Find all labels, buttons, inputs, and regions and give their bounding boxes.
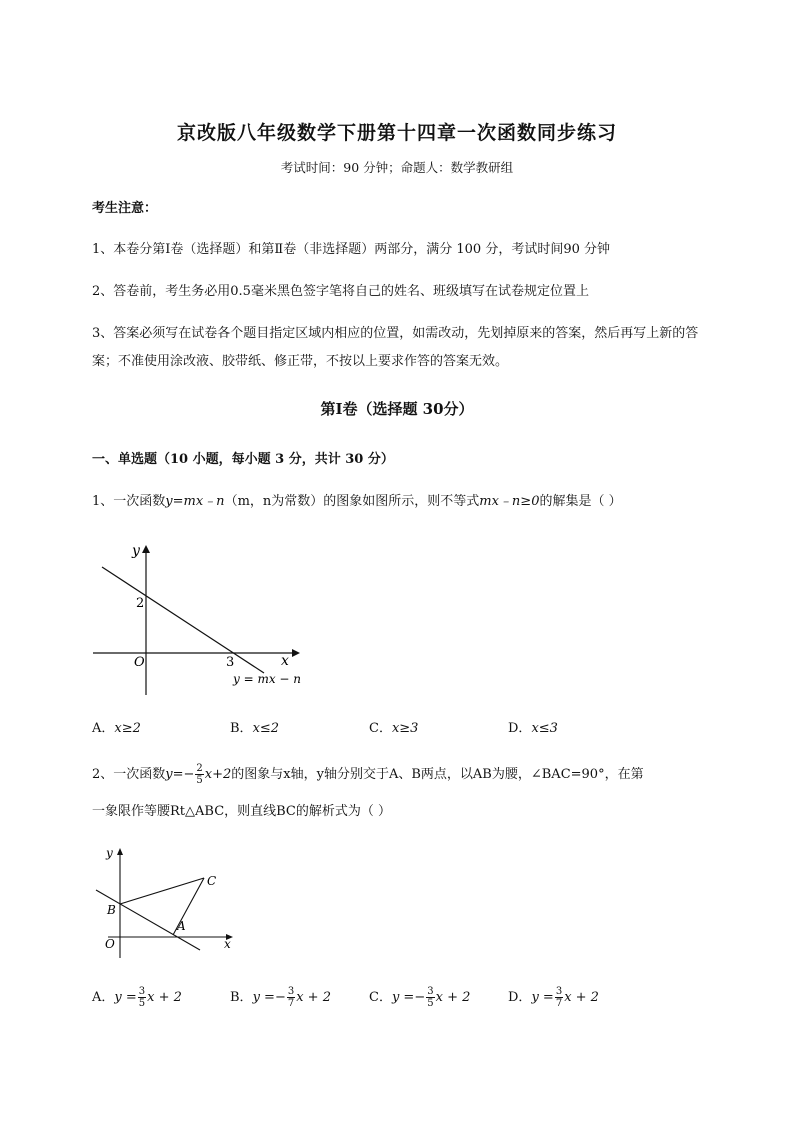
option-text: x≥3	[391, 721, 419, 736]
question-2-stem-line-2: 一象限作等腰Rt△ABC，则直线BC的解析式为（ ）	[92, 804, 392, 819]
part-heading: 一、单选题（10 小题，每小题 3 分，共计 30 分）	[92, 452, 394, 467]
option-sign: −	[274, 990, 286, 1005]
option-fraction	[426, 986, 434, 1009]
q2-point-b-label: B	[107, 903, 116, 917]
q2-option-d[interactable]	[508, 986, 599, 1009]
q2-option-a[interactable]	[92, 986, 182, 1009]
q1-y-arrow	[142, 545, 150, 553]
q2-fraction	[195, 763, 203, 786]
option-text: x≤2	[252, 721, 280, 736]
q1-option-b[interactable]	[230, 717, 279, 736]
option-frac-num: 3	[555, 986, 563, 997]
q2-frac-den: 5	[196, 775, 203, 786]
q1-inequality: mx﹣n≥0	[479, 494, 540, 509]
q1-mid: （m，n为常数）的图象如图所示，则不等式	[224, 494, 480, 509]
option-rest: x + 2	[147, 990, 182, 1005]
q1-graph	[88, 535, 308, 700]
option-lhs: y =	[391, 990, 415, 1005]
option-text: x≥2	[114, 721, 141, 736]
q1-equation: y=mx﹣n	[165, 494, 225, 509]
q1-y-label: y	[132, 543, 140, 559]
q2-frac-num: 2	[196, 763, 203, 774]
option-fraction	[555, 986, 563, 1009]
q1-line	[102, 567, 264, 673]
option-rest: x + 2	[564, 990, 599, 1005]
option-sign: −	[414, 990, 426, 1005]
option-letter: A．	[92, 721, 115, 736]
option-letter: D．	[508, 990, 532, 1005]
q2-option-b[interactable]	[230, 986, 331, 1009]
option-frac-den: 7	[555, 998, 563, 1009]
q1-suffix: 的解集是（ ）	[539, 494, 622, 509]
page-title: 京改版八年级数学下册第十四章一次函数同步练习	[176, 122, 617, 144]
option-fraction	[287, 986, 295, 1009]
q2-graph	[88, 840, 248, 965]
notice-item-2: 2、答卷前，考生务必用0.5毫米黑色签字笔将自己的姓名、班级填写在试卷规定位置上	[92, 284, 589, 299]
option-rest: x + 2	[296, 990, 331, 1005]
q1-x-intercept-label: 3	[226, 655, 235, 670]
q2-y-arrow	[117, 848, 123, 855]
q2-option-c[interactable]	[369, 986, 470, 1009]
q1-option-a[interactable]	[92, 717, 141, 736]
q2-eq-left: y=−	[165, 767, 195, 782]
q1-y-intercept-label: 2	[136, 596, 145, 611]
exam-info: 考试时间：90 分钟；命题人：数学教研组	[280, 160, 514, 175]
option-letter: D．	[508, 721, 532, 736]
option-frac-num: 3	[138, 986, 146, 997]
q1-line-label: y = mx − n	[233, 672, 302, 686]
q2-point-a-label: A	[177, 919, 186, 933]
q1-option-c[interactable]	[369, 717, 418, 736]
option-frac-num: 3	[287, 986, 295, 997]
q2-x-label: x	[224, 937, 231, 951]
notice-heading: 考生注意：	[92, 201, 158, 216]
q1-x-label: x	[281, 653, 289, 669]
q2-y-label: y	[106, 846, 113, 860]
q1-x-arrow	[292, 649, 300, 657]
question-1-stem	[92, 490, 712, 515]
option-letter: C．	[369, 990, 392, 1005]
option-letter: B．	[230, 721, 253, 736]
option-fraction	[138, 986, 146, 1009]
q1-options	[92, 717, 712, 737]
option-letter: C．	[369, 721, 392, 736]
option-lhs: y =	[114, 990, 137, 1005]
option-frac-den: 7	[287, 998, 295, 1009]
section-title: 第Ⅰ卷（选择题 30分）	[320, 400, 474, 418]
q2-options	[92, 986, 712, 1018]
option-lhs: y =	[252, 990, 275, 1005]
option-frac-num: 3	[427, 986, 434, 997]
q1-origin-label: O	[134, 655, 145, 670]
notice-item-1: 1、本卷分第Ⅰ卷（选择题）和第Ⅱ卷（非选择题）两部分，满分 100 分，考试时间90 分钟	[92, 242, 610, 257]
option-letter: B．	[230, 990, 253, 1005]
option-rest: x + 2	[435, 990, 471, 1005]
q2-prefix: 2、一次函数	[92, 767, 166, 782]
q1-prefix: 1、一次函数	[92, 494, 166, 509]
option-lhs: y =	[531, 990, 554, 1005]
question-2-stem-line-1	[92, 762, 712, 788]
option-text: x≤3	[531, 721, 558, 736]
q2-eq-right: x+2	[204, 767, 232, 782]
q2-text-1: 的图象与x轴，y轴分别交于A、B两点，以AB为腰，∠BAC=90°，在第	[231, 767, 644, 782]
notice-item-3: 3、答案必须写在试卷各个题目指定区域内相应的位置，如需改动，先划掉原来的答案，然后再写上新的答案；不准使用涂改液、胶带纸、修正带，不按以上要求作答的答案无效。	[92, 326, 699, 369]
option-letter: A．	[92, 990, 115, 1005]
q2-origin-label: O	[105, 937, 115, 951]
option-frac-den: 5	[427, 998, 434, 1009]
q1-option-d[interactable]	[508, 717, 558, 736]
q2-point-c-label: C	[207, 874, 217, 888]
option-frac-den: 5	[138, 998, 146, 1009]
